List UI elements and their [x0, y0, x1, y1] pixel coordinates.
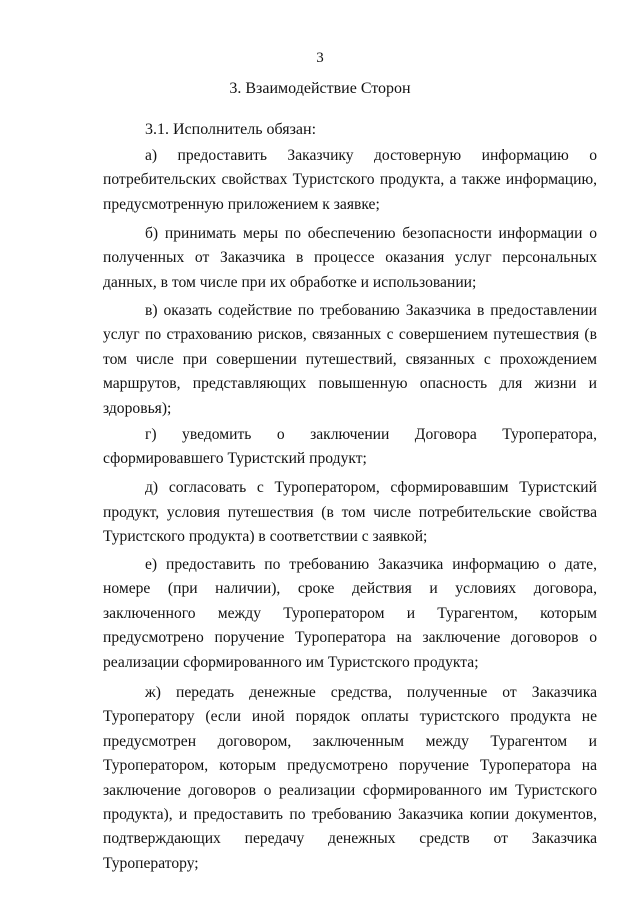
clause-item-a: а) предоставить Заказчику достоверную информацию о потребительских свойствах Туристского продукта, а также информацию, предусмотренную приложением к заявке; — [103, 147, 597, 213]
clause-heading: 3.1. Исполнитель обязан: — [145, 121, 317, 138]
clause-list — [103, 144, 597, 876]
clause-item-b: б) принимать меры по обеспечению безопасности информации о полученных от Заказчика в процессе оказания услуг персональных данных, в том числе при их обработке и использовании; — [103, 224, 597, 291]
clause-item-zh: ж) передать денежные средства, полученные от Заказчика Туроператору (если иной порядок оплаты туристского продукта не предусмотрен договором, заключенным между Турагентом и Туроператором, которым предусмотрено поручение Туроператора на заключение договоров о реализации сформированного им Туристского продукта), и предоставить по требованию Заказчика копии документов, подтверждающих передачу денежных средств от Заказчика Туроператору; — [103, 684, 597, 872]
clause-item-d: д) согласовать с Туроператором, сформировавшим Туристский продукт, условия путешествия (в том числе потребительские свойства Туристского продукта) в соответствии с заявкой; — [103, 479, 597, 546]
page-number: 3 — [316, 50, 324, 66]
clause-item-e: е) предоставить по требованию Заказчика информацию о дате, номере (при наличии), сроке действия и условиях договора, заключенного между Туроператором и Турагентом, которым предусмотрено поручение Туроператора на заключение договоров о реализации сформированного им Туристского продукта; — [103, 556, 597, 671]
section-title: 3. Взаимодействие Сторон — [229, 80, 411, 97]
clause-item-g: г) уведомить о заключении Договора Туроператора, сформировавшего Туристский продукт; — [103, 425, 597, 468]
clause-item-v: в) оказать содействие по требованию Заказчика в предоставлении услуг по страхованию рисков, связанных с совершением путешествия (в том числе при совершении путешествий, связанных с прохождением маршрутов, представляющих повышенную опасность для жизни и здоровья); — [103, 301, 597, 417]
